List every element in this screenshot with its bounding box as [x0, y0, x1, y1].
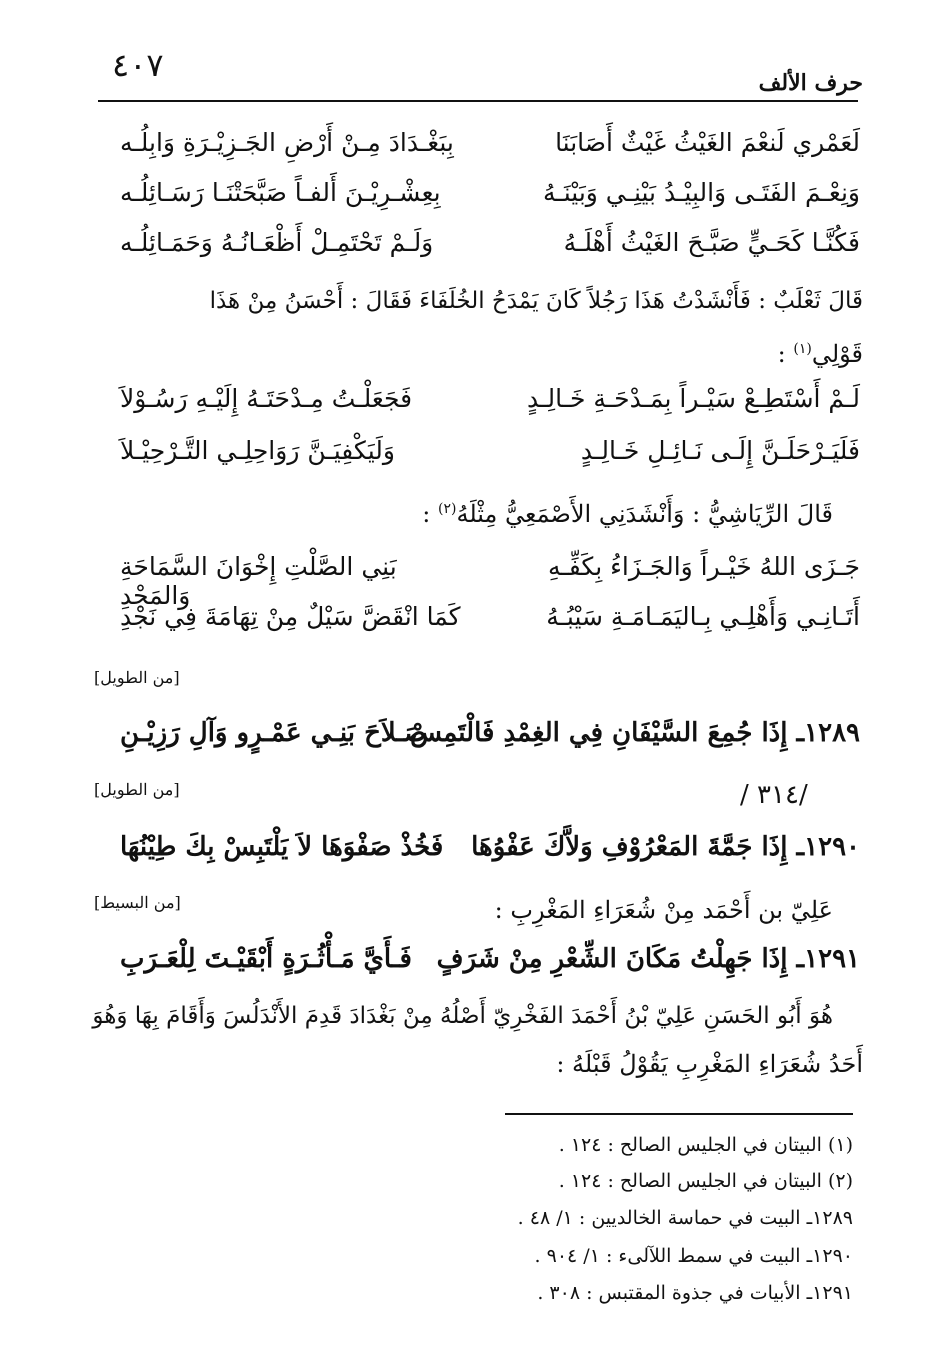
verse-first-hemistich: فَلَيَـرْحَلَـنَّ إِلَـى نَـائِـلِ خَـالِـدٍ [580, 436, 860, 465]
verse-first-hemistich: ١٢٩١ـ إِذَا جَهِلْتُ مَكَانَ الشِّعْرِ مِنْ شَرَفٍ [436, 944, 860, 974]
verse-row [90, 602, 860, 652]
verse-second-hemistich: صَـلاَحَ بَنِـي عَمْـرٍو وَآلِ رَزِيْـنِ [120, 718, 427, 748]
verse-second-hemistich: بِعِشْـرِيْـنَ أَلفـاً صَبَّحَتْنَـا رَسَـائِلُـه [120, 178, 441, 207]
prose-text: قَالَ الرِّيَاشِيُّ : وَأَنْشَدَنِي الأَصْمَعِيُّ مِثْلَهُ [456, 500, 833, 528]
verse-row [90, 178, 860, 228]
meter-label: [من الطويل] [94, 780, 180, 799]
verse-row [90, 552, 860, 610]
verse-first-hemistich: لَـمْ أَسْتَطِـعْ سَيْـراً بِمَـدْحَـةِ خَـالِـدٍ [527, 384, 860, 413]
footnote: (١) البيتان في الجليس الصالح : ١٢٤ . [558, 1134, 853, 1156]
meter-label: [من الطويل] [94, 668, 180, 687]
footnote: ١٢٩٠ـ البيت في سمط اللآلىء : ١/ ٩٠٤ . [534, 1245, 853, 1267]
prose-line: هُوَ أَبُو الحَسَنِ عَلِيّ بْنُ أَحْمَدَ الفَخْرِيّ أَصْلُهُ مِنْ بَغْدَادَ قَدِمَ الأَنْدَلُسَ وَأَقَامَ بِهَا وَهُوَ [92, 1003, 833, 1029]
verse-row [90, 228, 860, 278]
footnote-marker: (١) [793, 341, 812, 357]
prose-line: قَالَ ثَعْلَبٌ : فَأَنْشَدْتُ هَذَا رَجُلاً كَانَ يَمْدَحُ الخُلَفَاءَ فَقَالَ : أَحْسَنُ مِنْ هَذَا [209, 288, 863, 314]
verse-first-hemistich: لَعَمْري لَنعْمَ الغَيْثُ غَيْثٌ أَصَابَنَا [555, 128, 860, 157]
poet-intro: عَلِيّ بن أَحْمَد مِنْ شُعَرَاءِ المَغْرِبِ : [494, 896, 833, 924]
prose-line [778, 340, 863, 368]
verse-first-hemistich: جَـزَى اللهُ خَيْـراً وَالجَـزَاءُ بِكَفِّـهِ [548, 552, 860, 581]
verse-row [90, 436, 860, 486]
header-rule [98, 100, 858, 102]
chapter-title: حرف الألف [758, 70, 863, 96]
footnote: (٢) البيتان في الجليس الصالح : ١٢٤ . [558, 1170, 853, 1192]
entry-verse-1290 [90, 832, 860, 882]
verse-row [90, 128, 860, 178]
prose-colon: : [422, 500, 431, 528]
verse-second-hemistich: بِبَغْـدَادَ مِـنْ أَرْضِ الجَـزِيْـرَةِ وَابِلُـه [120, 128, 454, 157]
verse-second-hemistich: فَـأَيَّ مَـأْثُـرَةٍ أَبْقَيْـتَ لِلْعَـرَبِ [120, 944, 412, 974]
verse-second-hemistich: فَخُذْ صَفْوَهَا لاَ يَلْتَبِسْ بِكَ طِيْنُهَا [120, 832, 444, 862]
prose-line [422, 500, 833, 528]
entry-verse-1291 [90, 944, 860, 994]
page-reference: / ٣١٤/ [740, 780, 808, 810]
verse-second-hemistich: كَمَا انْقَضَّ سَيْلٌ مِنْ تِهَامَةَ فِي نَجْدِ [120, 602, 461, 631]
footnote: ١٢٨٩ـ البيت في حماسة الخالديين : ١/ ٤٨ . [517, 1207, 853, 1229]
verse-second-hemistich: وَلَـمْ تَحْتَمِـلْ أَظْعَـانُـهُ وَحَمَـائِلُـه [120, 228, 434, 257]
verse-first-hemistich: ١٢٨٩ـ إِذَا جُمِعَ السَّيْفَانِ فِي الغِمْدِ فَالْتَمِسْ [410, 718, 860, 748]
prose-text: قَوْلِي [811, 340, 863, 368]
verse-second-hemistich: بَنِي الصَّلْتِ إِخْوَانَ السَّمَاحَةِ وَالمَجْدِ [120, 552, 397, 610]
page-number: ٤٠٧ [112, 46, 164, 84]
verse-second-hemistich: وَلَيَكْفِيَـنَّ رَوَاحِلِـي التَّـرْحِيْـلاَ [120, 436, 395, 465]
verse-first-hemistich: ١٢٩٠ـ إِذَا جَمَّةَ المَعْرُوْفِ وَلاَّكَ عَفْوُهَا [471, 832, 860, 862]
footnote-marker: (٢) [438, 501, 457, 517]
verse-first-hemistich: أَتَـانِـي وَأَهْلِـي بِـاليَمَـامَـةِ سَيْبُـهُ [546, 602, 860, 631]
footnote-rule [505, 1113, 853, 1115]
footnote: ١٢٩١ـ الأبيات في جذوة المقتبس : ٣٠٨ . [537, 1282, 853, 1304]
verse-first-hemistich: فَكُنَّـا كَحَـيٍّ صَبَّـحَ الغَيْثُ أَهْلَـهُ [563, 228, 860, 257]
prose-line: أَحَدُ شُعَرَاءِ المَغْرِبِ يَقُوْلُ قَبْلَهُ : [556, 1050, 863, 1078]
verse-first-hemistich: وَنِعْـمَ الفَتَـى وَالبِيْـدُ بَيْنِـي وَبَيْنَـهُ [543, 178, 860, 207]
prose-colon: : [777, 340, 786, 368]
entry-verse-1289 [90, 718, 860, 768]
verse-second-hemistich: فَجَعَلْـتُ مِـدْحَتَـهُ إِلَيْـهِ رَسُـوْلاَ [120, 384, 413, 413]
meter-label: [من البسيط] [94, 893, 181, 912]
verse-row [90, 384, 860, 434]
